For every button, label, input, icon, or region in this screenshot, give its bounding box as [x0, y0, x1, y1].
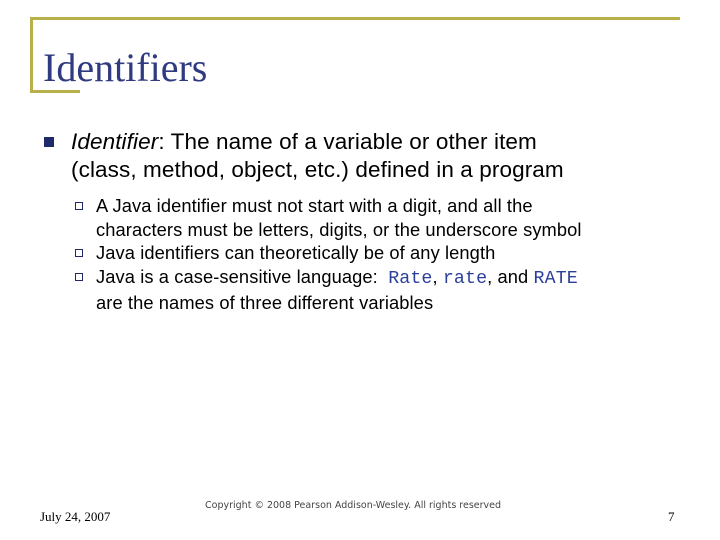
slide-body	[38, 128, 688, 315]
sub-bullet-line: are the names of three different variables	[96, 292, 434, 313]
sub-bullet-list	[38, 194, 688, 315]
identifier-term: Identifier	[71, 129, 159, 154]
sub-bullet-line: Java identifiers can theoretically be of any length	[96, 242, 496, 263]
footer-date: July 24, 2007	[40, 509, 111, 524]
sub-bullet-line: characters must be letters, digits, or the underscore symbol	[96, 218, 582, 240]
code-rate-uppercase: RATE	[533, 268, 578, 289]
separator: , and	[487, 265, 534, 287]
sub-bullet-line	[96, 265, 688, 292]
sub-bullet-item	[96, 265, 688, 315]
sub-bullet-item	[96, 194, 688, 241]
case-sensitive-prefix: Java is a case-sensitive language:	[96, 265, 389, 287]
frame-top-line	[30, 17, 680, 20]
hollow-square-bullet-icon	[75, 249, 83, 257]
main-bullet-line-2: (class, method, object, etc.) defined in a program	[71, 157, 564, 182]
separator: ,	[432, 265, 443, 287]
page-number: 7	[668, 509, 675, 524]
footer-copyright: Copyright © 2008 Pearson Addison-Wesley. All rights reserved	[205, 500, 502, 511]
main-bullet-line-1	[71, 128, 688, 156]
code-rate-capitalized: Rate	[388, 268, 433, 289]
main-bullet-text: : The name of a variable or other item	[158, 129, 537, 154]
sub-bullet-line: A Java identifier must not start with a digit, and all the	[96, 195, 533, 216]
code-rate-lowercase: rate	[442, 268, 488, 289]
slide-title: Identifiers	[43, 45, 208, 90]
square-bullet-icon	[44, 137, 54, 147]
hollow-square-bullet-icon	[75, 202, 83, 210]
main-bullet	[38, 128, 688, 184]
hollow-square-bullet-icon	[75, 273, 83, 281]
sub-bullet-item	[96, 241, 688, 265]
frame-left-line	[30, 17, 33, 92]
